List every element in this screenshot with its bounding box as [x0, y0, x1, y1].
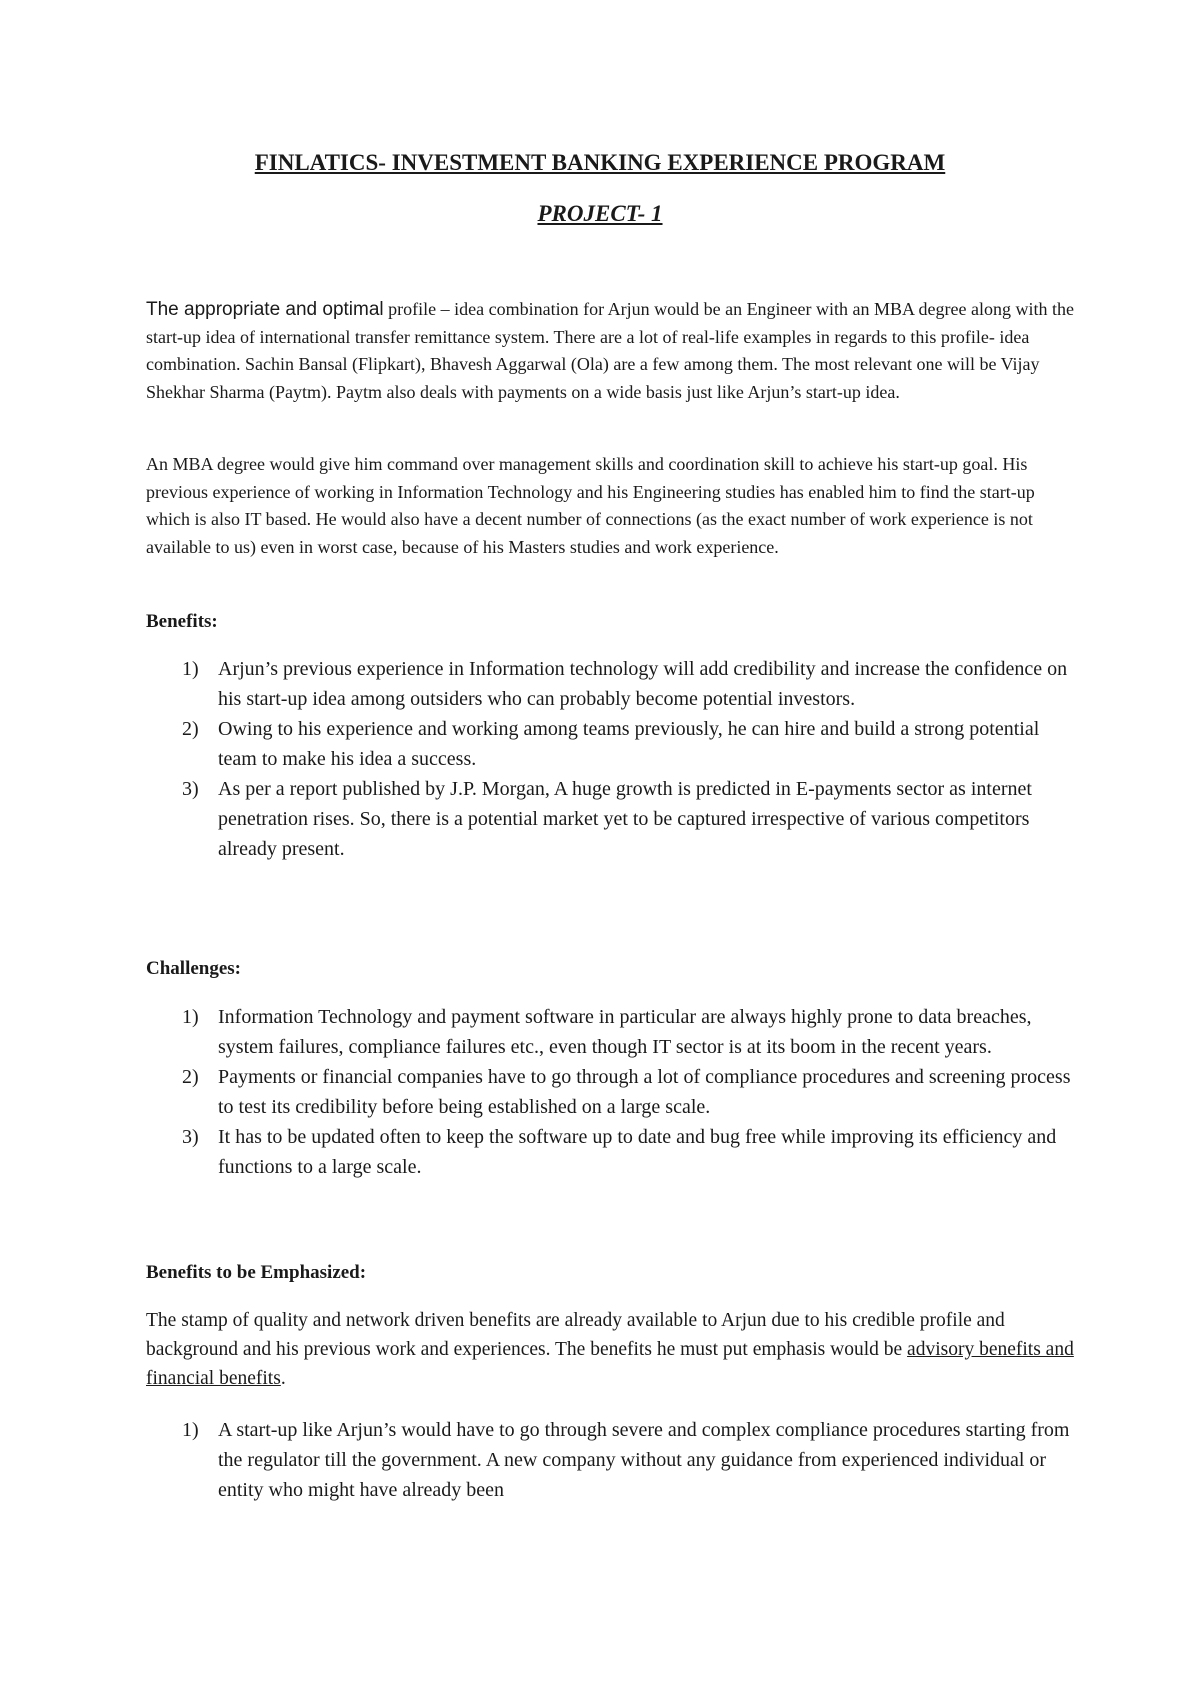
challenges-list — [146, 1002, 1076, 1182]
benefits-heading: Benefits: — [146, 611, 218, 632]
document-subtitle: PROJECT- 1 — [537, 201, 663, 226]
list-item — [146, 654, 1076, 714]
emphasized-list — [146, 1415, 1076, 1505]
list-item — [146, 1122, 1076, 1182]
benefits-list — [146, 654, 1076, 864]
list-item-number: 2) — [182, 718, 199, 740]
list-item-number: 1) — [182, 1006, 199, 1028]
list-item — [146, 1415, 1076, 1505]
list-item-text: Payments or financial companies have to go through a lot of compliance procedures and screening process to test its credibility before being established on a large scale. — [218, 1066, 1071, 1118]
list-item — [146, 1062, 1076, 1122]
list-item-number: 1) — [182, 1419, 199, 1441]
list-item — [146, 774, 1076, 864]
list-item — [146, 714, 1076, 774]
list-item-text: Owing to his experience and working among teams previously, he can hire and build a strong potential team to make his idea a success. — [218, 718, 1040, 770]
list-item-number: 3) — [182, 778, 199, 800]
list-item-text: Information Technology and payment software in particular are always highly prone to data breaches, system failures, compliance failures etc., even though IT sector is at its boom in the recent years. — [218, 1006, 1032, 1058]
emphasized-heading: Benefits to be Emphasized: — [146, 1262, 367, 1283]
list-item-text: Arjun’s previous experience in Information technology will add credibility and increase the confidence on his start-up idea among outsiders who can probably become potential investors. — [218, 658, 1068, 710]
list-item-number: 1) — [182, 658, 199, 680]
emphasized-text-start: The stamp of quality and network driven benefits are already available to Arjun due to his credible profile and background and his previous work and experiences. The benefits he must put emphasis would be — [146, 1310, 1005, 1360]
challenges-heading: Challenges: — [146, 958, 241, 979]
mba-paragraph: An MBA degree would give him command over management skills and coordination skill to achieve his start-up goal. His previous experience of working in Information Technology and his Engineering studies has enabled him to find the start-up which is also IT based. He would also have a decent number of connections (as the exact number of work experience is not available to us) even in worst case, because of his Masters studies and work experience. — [146, 454, 1035, 557]
intro-lead: The appropriate and optimal — [146, 299, 384, 320]
emphasized-underlined-text: advisory benefits and financial benefits — [146, 1339, 1074, 1389]
intro-paragraph — [146, 296, 1076, 406]
document-title: FINLATICS- INVESTMENT BANKING EXPERIENCE PROGRAM — [254, 150, 946, 175]
list-item-text: A start-up like Arjun’s would have to go through severe and complex compliance procedures starting from the regulator till the government. A new company without any guidance from experienced individual or entity who might have already been — [218, 1419, 1070, 1501]
list-item-text: It has to be updated often to keep the software up to date and bug free while improving its efficiency and functions to a large scale. — [218, 1126, 1057, 1178]
intro-rest: profile – idea combination for Arjun would be an Engineer with an MBA degree along with the start-up idea of international transfer remittance system. There are a lot of real-life examples in regards to this profile- idea combination. Sachin Bansal (Flipkart), Bhavesh Aggarwal (Ola) are a few among them. The most relevant one will be Vijay Shekhar Sharma (Paytm). Paytm also deals with payments on a wide basis just like Arjun’s start-up idea. — [146, 299, 1074, 402]
emphasized-text-end: . — [280, 1368, 286, 1389]
list-item-number: 2) — [182, 1066, 199, 1088]
list-item — [146, 1002, 1076, 1062]
list-item-number: 3) — [182, 1126, 199, 1148]
emphasized-paragraph — [146, 1306, 1076, 1393]
list-item-text: As per a report published by J.P. Morgan, A huge growth is predicted in E-payments sector as internet penetration rises. So, there is a potential market yet to be captured irrespective of various competitors already present. — [218, 778, 1032, 860]
